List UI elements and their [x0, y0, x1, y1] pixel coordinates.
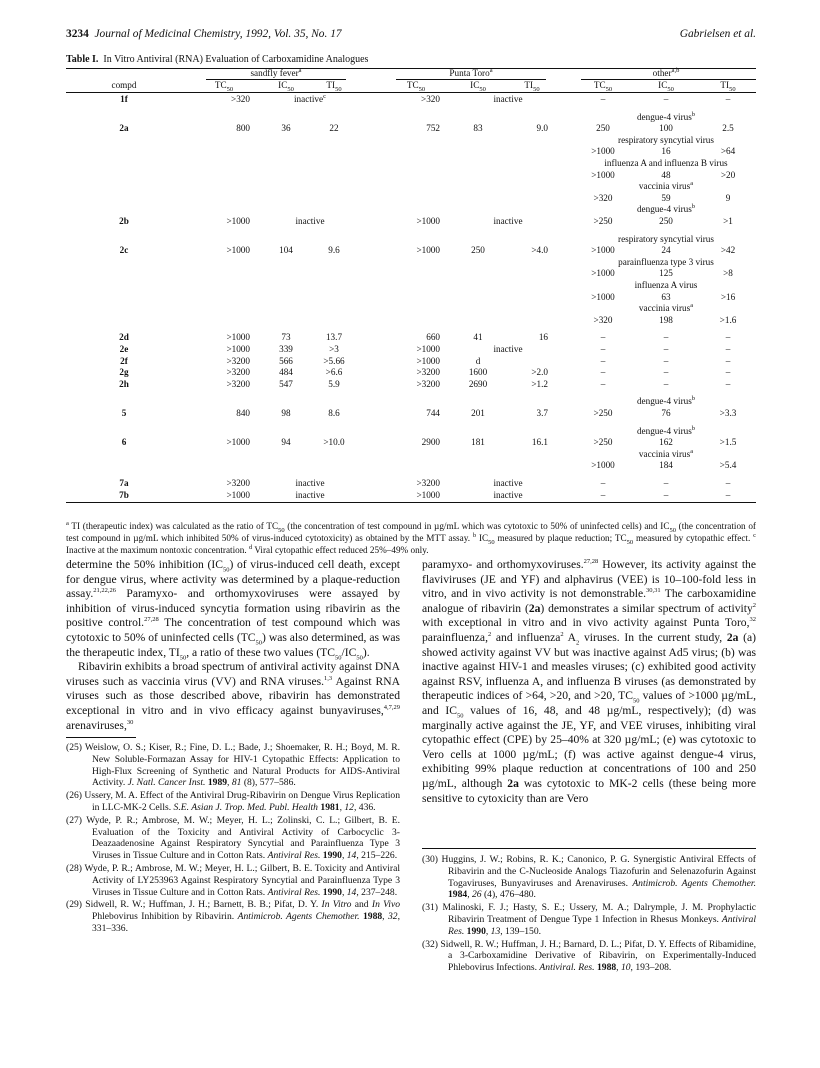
compd-cell: 2f	[120, 355, 128, 366]
compd-cell: 2b	[119, 216, 129, 226]
body-column-left	[66, 558, 400, 733]
sandfly-ic50-cell: inactive	[295, 489, 325, 500]
compd-cell: 7a	[119, 478, 129, 488]
other-ic50-cell: –	[663, 367, 669, 378]
other-tc50-cell: –	[600, 367, 606, 378]
punta-toro-ti50-cell: 3.7	[536, 408, 548, 418]
other-tc50-cell: >250	[593, 408, 613, 418]
journal-citation: Journal of Medicinal Chemistry, 1992, Vol. 35, No. 17	[94, 28, 342, 40]
compd-cell: 2a	[119, 123, 129, 134]
other-tc50-cell: –	[600, 94, 606, 104]
table-bottom-rule	[66, 502, 756, 503]
other-ti50-cell: >1	[723, 216, 733, 226]
other-tc50-cell: >320	[593, 314, 613, 325]
punta-toro-ic50-cell: 2690	[468, 378, 488, 389]
punta-toro-ic50-cell: inactive	[493, 489, 523, 500]
virus-name-label: respiratory syncytial virus	[618, 134, 714, 145]
sandfly-ic50-cell: 94	[281, 437, 291, 448]
punta-toro-ic50-cell: 41	[473, 332, 483, 343]
other-ic50-cell: –	[663, 489, 669, 500]
sandfly-ic50-cell: 36	[281, 123, 291, 134]
col-header-tc50: $TC_{50}$	[593, 80, 613, 93]
running-header	[66, 28, 756, 40]
virus-name-label: influenza A virus	[634, 280, 698, 290]
other-ti50-cell: 2.5	[722, 123, 734, 134]
references-left	[66, 742, 400, 936]
other-ic50-cell: 184	[659, 460, 673, 471]
sandfly-ic50-cell: inactive	[295, 478, 325, 488]
other-tc50-cell: –	[600, 332, 606, 343]
other-ic50-cell: 76	[661, 408, 671, 418]
virus-name-label: vaccinia virus$^a$	[638, 447, 694, 459]
compd-cell: 2e	[119, 344, 129, 354]
sandfly-ic50-cell: 73	[281, 332, 291, 343]
other-ic50-cell: –	[663, 332, 669, 343]
col-header-ic50: $IC_{50}$	[470, 80, 486, 93]
compd-cell: 7b	[119, 489, 129, 500]
other-ic50-cell: –	[663, 355, 669, 366]
punta-toro-ti50-cell: >1.2	[531, 378, 548, 389]
virus-name-label: dengue-4 virus$^b$	[636, 395, 696, 407]
other-ti50-cell: –	[725, 355, 731, 366]
punta-toro-ic50-cell: inactive	[493, 216, 523, 226]
virus-name-label: dengue-4 virus$^b$	[636, 110, 696, 122]
other-ic50-cell: –	[663, 344, 669, 354]
reference-item: (32) Sidwell, R. W.; Huffman, J. H.; Barnard, D. L.; Pifat, D. Y. Effects of Ribamidine, a 3-Carboxamidine Derivative of Ribavirin, on Experimentally-Induced Phlebovirus Infections. Antiviral. Res. 1988, 10, 193–208.	[422, 938, 756, 974]
punta-toro-tc50-cell: 744	[426, 408, 440, 418]
other-ti50-cell: >42	[720, 245, 736, 256]
other-tc50-cell: >250	[593, 216, 613, 226]
other-ic50-cell: 100	[659, 123, 673, 134]
punta-toro-ti50-cell: 9.0	[536, 123, 548, 134]
punta-toro-ti50-cell: 16	[538, 332, 548, 343]
sandfly-ic50-cell: 566	[279, 355, 293, 366]
other-tc50-cell: –	[600, 489, 606, 500]
running-authors: Gabrielsen et al.	[679, 28, 756, 40]
sandfly-tc50-cell: >3200	[226, 355, 250, 366]
punta-toro-ic50-cell: inactive	[493, 344, 523, 354]
other-ic50-cell: –	[663, 94, 669, 104]
table-footnotes: $^a$ TI (therapeutic index) was calculated as the ratio of $TC_{50}$ (the concentration of test compound in µg/mL which was cytotoxic to 50% of uninfected cells) and $IC_{50}$ (the concentration of test compound in µg/mL which inhibited 50% of virus-induced cytotoxicity) as obtained by the MTT assay. $^b$ $IC_{50}$ measured by plaque reduction; $TC_{50}$ measured by cytopathic effect. $^c$ Inactive at the maximum nontoxic concentration. $^d$ Viral cytopathic effect reduced 25%–49% only.	[66, 519, 757, 555]
paragraph: Ribavirin exhibits a broad spectrum of antiviral activity against DNA viruses such as vaccinia virus (VV) and RNA viruses.$^{1,3}$ Against RNA viruses such as those described above, ribavirin has demonstrated exceptional in vitro and in vivo efficacy against bunyaviruses,$^{4,7,29}$ arenaviruses,$^{30}$	[66, 660, 400, 732]
other-tc50-cell: –	[600, 378, 606, 389]
other-ic50-cell: 250	[659, 216, 673, 226]
virus-name-label: parainfluenza type 3 virus	[618, 256, 714, 267]
virus-name-label: influenza A and influenza B virus	[604, 158, 728, 168]
col-header-ic50: $IC_{50}$	[658, 80, 674, 93]
other-tc50-cell: >1000	[591, 169, 615, 180]
sandfly-tc50-cell: 800	[236, 123, 250, 134]
punta-toro-ti50-cell: >4.0	[531, 245, 548, 256]
group-header-other: other$^{a,b}$	[652, 66, 680, 78]
virus-name-label: dengue-4 virus$^b$	[636, 424, 696, 436]
reference-item: (28) Wyde, P. R.; Ambrose, M. W.; Meyer, H. L.; Gilbert, B. E. Toxicity and Antiviral Activity of LY253963 Against Respiratory Syncytial and Parainfluenza Type 3 Viruses in Tissue Culture and in Cotton Rats. Antiviral Res. 1990, 14, 237–248.	[66, 862, 400, 898]
col-header-compd: compd	[111, 80, 137, 90]
sandfly-ti50-cell: 13.7	[325, 332, 343, 343]
other-tc50-cell: 250	[596, 123, 610, 134]
other-tc50-cell: >1000	[591, 291, 615, 302]
col-header-ti50: $TI_{50}$	[326, 80, 342, 93]
compd-cell: 2c	[119, 245, 129, 256]
reference-item: (25) Weislow, O. S.; Kiser, R.; Fine, D. L.; Bade, J.; Shoemaker, R. H.; Boyd, M. R. New Soluble-Formazan Assay for HIV-1 Cytopathic Effects: Application to High-Flux Screening of Synthetic and Natural Products for AIDS-Antiviral Activity. J. Natl. Cancer Inst. 1989, 81 (8), 577–586.	[66, 742, 400, 789]
sandfly-ti50-cell: >5.66	[323, 355, 345, 366]
other-ti50-cell: >5.4	[719, 460, 737, 471]
table-label: Table I.	[66, 54, 99, 65]
sandfly-ic50-cell: 339	[279, 344, 293, 354]
punta-toro-tc50-cell: >1000	[416, 216, 440, 226]
other-ic50-cell: –	[663, 478, 669, 488]
col-header-ti50: $TI_{50}$	[524, 80, 540, 93]
sandfly-ic50-cell: 98	[281, 408, 291, 418]
reference-item: (26) Ussery, M. A. Effect of the Antiviral Drug-Ribavirin on Dengue Virus Replication in LLC-MK-2 Cells. S.E. Asian J. Trop. Med. Publ. Health 1981, 12, 436.	[66, 790, 400, 813]
page-number: 3234	[66, 28, 89, 40]
punta-toro-ti50-cell: >2.0	[531, 367, 548, 378]
other-tc50-cell: >1000	[591, 460, 615, 471]
other-ic50-cell: 162	[659, 437, 673, 448]
table-header-rule	[66, 92, 756, 93]
punta-toro-ic50-cell: inactive	[493, 94, 523, 104]
other-ti50-cell: >1.5	[719, 437, 737, 448]
other-tc50-cell: >1000	[591, 146, 615, 157]
sandfly-ic50-cell: 104	[279, 245, 293, 256]
table-caption-text: In Vitro Antiviral (RNA) Evaluation of Carboxamidine Analogues	[103, 54, 369, 65]
punta-toro-tc50-cell: >1000	[416, 355, 440, 366]
punta-toro-tc50-cell: >3200	[416, 378, 440, 389]
reference-item: (27) Wyde, P. R.; Ambrose, M. W.; Meyer, H. L.; Zolinski, C. L.; Gilbert, B. E. Evaluation of the Toxicity and Antiviral Activity of Carbocyclic 3-Deazaadenosine Against Respiratory Syncytial and Parainfluenza Type 3 Viruses in Tissue Culture and in Cotton Rats. Antiviral Res. 1990, 14, 215–226.	[66, 814, 400, 862]
other-ti50-cell: >8	[723, 268, 733, 279]
other-ti50-cell: –	[725, 344, 731, 354]
compd-cell: 5	[121, 408, 127, 418]
col-header-tc50: $TC_{50}$	[406, 80, 426, 93]
punta-toro-ic50-cell: 1600	[468, 367, 488, 378]
punta-toro-tc50-cell: 2900	[421, 437, 440, 448]
col-header-ti50: $TI_{50}$	[720, 80, 736, 93]
group-header-sandfly: sandfly fever$^a$	[250, 66, 302, 78]
compd-cell: 1f	[120, 94, 128, 104]
sandfly-ti50-cell: 5.9	[328, 378, 340, 389]
sandfly-ti50-cell: >10.0	[323, 437, 345, 448]
virus-name-label: dengue-4 virus$^b$	[636, 203, 696, 215]
sandfly-tc50-cell: >1000	[226, 437, 250, 448]
punta-toro-ic50-cell: inactive	[493, 478, 523, 488]
punta-toro-tc50-cell: >1000	[416, 489, 440, 500]
sandfly-tc50-cell: >1000	[226, 245, 250, 256]
punta-toro-tc50-cell: >320	[421, 94, 440, 104]
punta-toro-ic50-cell: d	[475, 355, 481, 366]
other-tc50-cell: –	[600, 478, 606, 488]
sandfly-tc50-cell: >320	[231, 94, 250, 104]
punta-toro-tc50-cell: >3200	[416, 478, 440, 488]
col-header-tc50: $TC_{50}$	[214, 80, 234, 93]
sandfly-tc50-cell: >3200	[226, 378, 250, 389]
punta-toro-tc50-cell: 660	[426, 332, 440, 343]
sandfly-tc50-cell: >1000	[226, 216, 250, 226]
other-ic50-cell: 125	[659, 268, 673, 279]
body-column-right	[422, 558, 756, 806]
other-ic50-cell: 63	[661, 291, 671, 302]
sandfly-tc50-cell: 840	[236, 408, 250, 418]
other-ti50-cell: –	[725, 489, 731, 500]
other-ic50-cell: 59	[661, 192, 671, 203]
punta-toro-tc50-cell: >1000	[416, 245, 440, 256]
compd-cell: 2h	[119, 378, 129, 389]
other-ti50-cell: >16	[720, 291, 736, 302]
sandfly-ic50-cell: inactive	[295, 216, 325, 226]
paragraph: determine the 50% inhibition $(IC_{50})$ of virus-induced cell death, except for dengue virus, where activity was determined by a plaque-reduction assay.$^{21,22,26}$ Paramyxo- and orthomyxoviruses were assayed by inhibition of virus-induced syncytia formation using ribavirin as the positive control.$^{27,28}$ The concentration of test compound which was cytotoxic to 50% of uninfected cells $(TC_{50})$ was also determined, as was the therapeutic index, $TI_{50}$, a ratio of these two values $(TC_{50}/IC_{50})$.	[66, 558, 401, 661]
punta-toro-ic50-cell: 201	[471, 408, 485, 418]
other-tc50-cell: >250	[593, 437, 613, 448]
footnote-separator	[422, 848, 756, 849]
sandfly-tc50-cell: >3200	[226, 367, 250, 378]
other-ti50-cell: >20	[720, 169, 736, 180]
other-ic50-cell: 48	[661, 169, 671, 180]
table-caption	[66, 54, 368, 65]
other-ic50-cell: 24	[661, 245, 671, 256]
punta-toro-ti50-cell: 16.1	[531, 437, 548, 448]
other-ti50-cell: –	[725, 332, 731, 343]
sandfly-ic50-cell: inactive$^c$	[294, 92, 326, 104]
paragraph: paramyxo- and orthomyxoviruses.$^{27,28}$ However, its activity against the flaviviruses (JE and YF) and alphavirus (VEE) is 10–100-fold less in vitro, and in vivo activity is not demonstrable.$^{30,31}$ The carboxamidine analogue of ribavirin (2a) demonstrates a similar spectrum of activity$^2$ with exceptional in vitro and in vivo activity against Punta Toro,$^{32}$ parainfluenza,$^2$ and influenza$^2$ $A_2$ viruses. In the current study, 2a (a) showed activity against VV but was inactive against Ad5 virus; (b) was inactive against HIV-1 and measles viruses; (c) exhibited good activity against RSV, influenza A, and influenza B viruses (as demonstrated by therapeutic indices of >64, >20, and >20, $TC_{50}$ values of >1000 µg/mL, and $IC_{50}$ values of 16, 48, and 48 µg/mL, respectively); (d) was marginally active against the JE, YF, and VEE viruses, inhibiting viral cytopathic effect (CPE) by 25–40% at 320 µg/mL; (e) was cytotoxic to Vero cells at 1000 µg/mL; (f) was active against dengue-4 virus, exhibiting 99% plaque reduction at concentrations of 100 and 250 µg/mL, although 2a was cytotoxic to MK-2 cells (these being more sensitive to cytoxicity than are Vero	[422, 558, 757, 805]
col-header-ic50: $IC_{50}$	[278, 80, 294, 93]
other-tc50-cell: >1000	[591, 245, 615, 256]
compd-cell: 6	[121, 437, 127, 448]
sandfly-ti50-cell: 22	[329, 123, 339, 134]
punta-toro-ic50-cell: 250	[471, 245, 485, 256]
other-tc50-cell: –	[600, 355, 606, 366]
compd-cell: 2g	[119, 367, 129, 378]
references-right	[422, 854, 756, 975]
sandfly-tc50-cell: >1000	[226, 344, 250, 354]
sandfly-ti50-cell: >3	[329, 344, 339, 354]
other-ti50-cell: –	[725, 378, 731, 389]
other-tc50-cell: >1000	[591, 268, 615, 279]
punta-toro-ic50-cell: 181	[471, 437, 485, 448]
sandfly-tc50-cell: >3200	[226, 478, 250, 488]
sandfly-ti50-cell: 8.6	[328, 408, 340, 418]
other-ic50-cell: 198	[659, 314, 673, 325]
compd-cell: 2d	[119, 332, 129, 343]
other-ti50-cell: >3.3	[719, 408, 737, 418]
other-ti50-cell: –	[725, 478, 731, 488]
punta-toro-tc50-cell: 752	[426, 123, 440, 134]
other-ti50-cell: 9	[725, 192, 731, 203]
other-ti50-cell: >1.6	[719, 314, 737, 325]
reference-item: (31) Malinoski, F. J.; Hasty, S. E.; Ussery, M. A.; Dalrymple, J. M. Prophylactic Ribavirin Treatment of Dengue Type 1 Infection in Rhesus Monkeys. Antiviral Res. 1990, 13, 139–150.	[422, 902, 756, 937]
sandfly-tc50-cell: >1000	[226, 332, 250, 343]
sandfly-ic50-cell: 547	[279, 378, 293, 389]
other-ic50-cell: 16	[661, 146, 671, 157]
punta-toro-tc50-cell: >1000	[416, 344, 440, 354]
reference-item: (29) Sidwell, R. W.; Huffman, J. H.; Barnett, B. B.; Pifat, D. Y. In Vitro and In Vivo Phlebovirus Inhibition by Ribavirin. Antimicrob. Agents Chemother. 1988, 32, 331–336.	[66, 899, 401, 934]
other-ti50-cell: >64	[720, 146, 736, 157]
other-tc50-cell: >320	[593, 192, 613, 203]
sandfly-ic50-cell: 484	[279, 367, 293, 378]
virus-name-label: respiratory syncytial virus	[618, 233, 714, 244]
sandfly-ti50-cell: 9.6	[328, 245, 340, 256]
punta-toro-ic50-cell: 83	[473, 123, 483, 134]
other-ti50-cell: –	[725, 94, 731, 104]
virus-name-label: vaccinia virus$^a$	[638, 302, 694, 314]
antiviral-table	[66, 68, 756, 528]
group-header-punta-toro: Punta Toro$^a$	[449, 66, 493, 78]
reference-item: (30) Huggins, J. W.; Robins, R. K.; Canonico, P. G. Synergistic Antiviral Effects of Ribavirin and the C-Nucleoside Analogs Tiazofurin and Selenazofurin Against Togaviruses, Bunyaviruses and Arenaviruses. Antimicrob. Agents Chemother. 1984, 26 (4), 476–480.	[422, 854, 756, 901]
punta-toro-tc50-cell: >3200	[416, 367, 440, 378]
sandfly-ti50-cell: >6.6	[325, 367, 343, 378]
virus-name-label: vaccinia virus$^a$	[638, 180, 694, 192]
other-tc50-cell: –	[600, 344, 606, 354]
other-ti50-cell: –	[725, 367, 731, 378]
sandfly-tc50-cell: >1000	[226, 489, 250, 500]
footnote-separator	[66, 737, 136, 738]
other-ic50-cell: –	[663, 378, 669, 389]
